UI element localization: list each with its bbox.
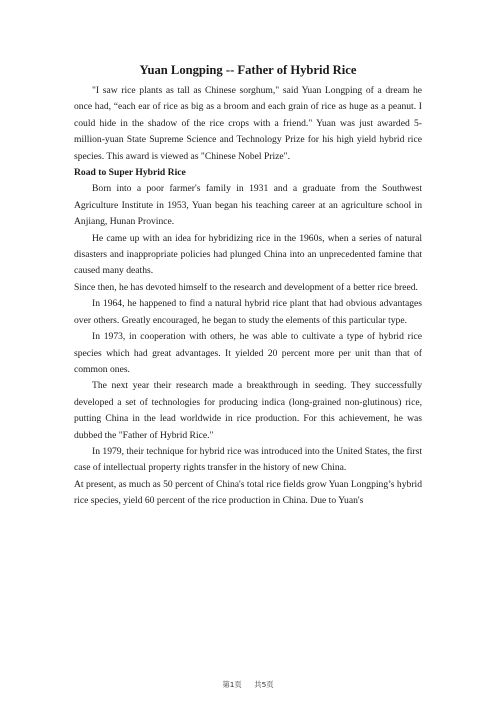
- document-title: Yuan Longping -- Father of Hybrid Rice: [139, 63, 357, 77]
- section-heading: Road to Super Hybrid Rice: [74, 167, 186, 179]
- paragraph-intro: "I saw rice plants as tall as Chinese sorghum," said Yuan Longping of a dream he once had, “each ear of rice as big as a broom and each grain of rice as huge as a peanut. I could hide in the shadow of the rice crops with a friend." Yuan was just awarded 5-million-yuan State Supreme Science and Technology Prize for his high yield hybrid rice species. This award is viewed as "Chinese Nobel Prize".: [74, 85, 422, 162]
- page-footer: [0, 679, 496, 690]
- paragraph-birth: Born into a poor farmer's family in 1931 and a graduate from the Southwest Agriculture Institute in 1953, Yuan began his teaching career at an agriculture school in Anjiang, Hunan Province.: [74, 183, 422, 228]
- paragraph-since-then: Since then, he has devoted himself to the research and development of a better rice breed.: [74, 281, 418, 293]
- document-body: [74, 62, 422, 510]
- paragraph-1979: In 1979, their technique for hybrid rice was introduced into the United States, the first case of intellectual property rights transfer in the history of new China.: [74, 445, 422, 474]
- page-total: 共5页: [254, 680, 274, 689]
- paragraph-idea: He came up with an idea for hybridizing rice in the 1960s, when a series of natural disasters and inappropriate policies had plunged China into an unprecedented famine that caused many deaths.: [74, 232, 422, 277]
- paragraph-next-year: The next year their research made a breakthrough in seeding. They successfully developed a set of technologies for producing indica (long-grained non-glutinous) rice, putting China in the lead worldwide in rice production. For this achievement, he was dubbed the "Father of Hybrid Rice.": [74, 380, 422, 441]
- paragraph-1973: In 1973, in cooperation with others, he was able to cultivate a type of hybrid rice species which had great advantages. It yielded 20 percent more per unit than that of common ones.: [74, 331, 422, 375]
- paragraph-1964: In 1964, he happened to find a natural hybrid rice plant that had obvious advantages over others. Greatly encouraged, he began to study the elements of this particular type.: [74, 298, 422, 326]
- page-number: 第1页: [222, 680, 242, 689]
- paragraph-at-present: At present, as much as 50 percent of China's total rice fields grow Yuan Longping’s hybrid rice species, yield 60 percent of the rice production in China. Due to Yuan's: [74, 478, 422, 507]
